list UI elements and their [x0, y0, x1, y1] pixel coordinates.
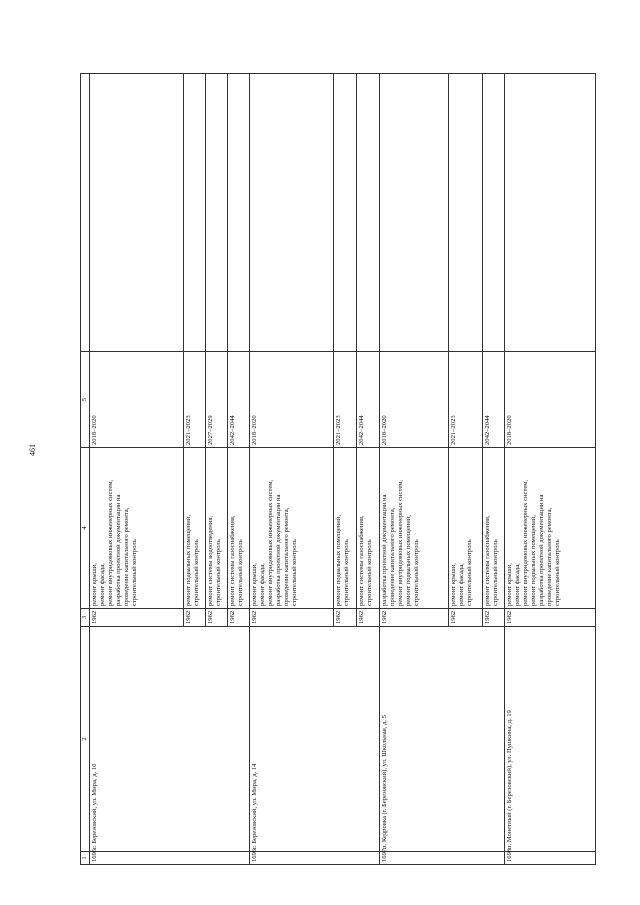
repair-works: разработка проектной документации на проведение капитального ремонта, ремонт внутридомовых инженерных систем, ремонт подвальных помещений, строительный контроль: [380, 448, 449, 609]
column-number-1: 1: [81, 852, 90, 865]
construction-year: 1962: [184, 609, 206, 627]
blank-cell: [228, 74, 250, 352]
repair-period: 2021–2023: [334, 352, 357, 448]
table-body: [81, 74, 596, 865]
column-number-2: 2: [81, 627, 90, 852]
blank-cell: [505, 74, 596, 352]
repair-period: 2042–2044: [357, 352, 380, 448]
blank-column-header: [81, 74, 90, 352]
repair-works: ремонт крыши, ремонт фасада, ремонт внутридомовых инженерных систем, ремонт подвальных помещений, разработка проектной документации на проведение капитального ремонта, строительный контроль: [505, 448, 596, 609]
construction-year: 1962: [505, 609, 596, 627]
repair-works: ремонт подвальных помещений, строительный контроль: [334, 448, 357, 609]
blank-cell: [357, 74, 380, 352]
blank-cell: [483, 74, 505, 352]
table-row: [505, 74, 596, 865]
blank-cell: [90, 74, 184, 352]
blank-cell: [334, 74, 357, 352]
repair-works: ремонт крыши, ремонт фасада, ремонт внутридомовых инженерных систем, разработка проектной документации на проведение капитального ремонта, строительный контроль: [250, 448, 334, 609]
repair-period: 2027–2029: [206, 352, 228, 448]
rotated-table-wrapper: [80, 80, 588, 865]
construction-year: 1962: [206, 609, 228, 627]
repair-works: ремонт крыши, ремонт фасада, строительный контроль: [449, 448, 483, 609]
column-number-5: 5: [81, 352, 90, 448]
building-address: г. Березовский, ул. Мира, д. 14: [250, 627, 380, 852]
repair-period: 2018–2020: [250, 352, 334, 448]
repair-period: 2042–2044: [483, 352, 505, 448]
blank-cell: [380, 74, 449, 352]
repair-period: 2018–2020: [90, 352, 184, 448]
blank-cell: [250, 74, 334, 352]
repair-period: 2042–2044: [228, 352, 250, 448]
record-number: 1695.: [90, 852, 250, 865]
building-address: г. Березовский, ул. Мира, д. 10: [90, 627, 250, 852]
repair-period: 2018–2020: [505, 352, 596, 448]
construction-year: 1962: [228, 609, 250, 627]
table-row: [250, 74, 334, 865]
page-number: 461: [28, 444, 37, 456]
repair-period: 2021–2023: [449, 352, 483, 448]
record-number: 1698.: [505, 852, 596, 865]
record-number: 1696.: [250, 852, 380, 865]
repair-works: ремонт системы газоснабжения, строительный контроль: [483, 448, 505, 609]
record-number: 1697.: [380, 852, 505, 865]
repair-works: ремонт крыши, ремонт фасада, ремонт внутридомовых инженерных систем, разработка проектной документации на проведение капитального ремонта, строительный контроль: [90, 448, 184, 609]
repair-period: 2021–2023: [184, 352, 206, 448]
table-row: [90, 74, 184, 865]
building-address: п. Кедровка (г. Березовский), ул. Школьная, д. 5: [380, 627, 505, 852]
construction-year: 1962: [357, 609, 380, 627]
repair-period: 2018–2020: [380, 352, 449, 448]
construction-year: 1962: [334, 609, 357, 627]
construction-year: 1962: [449, 609, 483, 627]
repair-works: ремонт системы водоотведения, строительный контроль: [206, 448, 228, 609]
construction-year: 1962: [483, 609, 505, 627]
repair-schedule-table: [80, 73, 596, 865]
construction-year: 1962: [250, 609, 334, 627]
construction-year: 1962: [380, 609, 449, 627]
blank-cell: [206, 74, 228, 352]
column-number-3: 3: [81, 609, 90, 627]
repair-works: ремонт системы газоснабжения, строительный контроль: [228, 448, 250, 609]
repair-works: ремонт системы газоснабжения, строительный контроль: [357, 448, 380, 609]
column-number-4: 4: [81, 448, 90, 609]
building-address: п. Монетный (г. Березовский), ул. Пушкина, д. 19: [505, 627, 596, 852]
blank-cell: [449, 74, 483, 352]
repair-works: ремонт подвальных помещений, строительный контроль: [184, 448, 206, 609]
blank-cell: [184, 74, 206, 352]
column-number-row: [81, 74, 90, 865]
construction-year: 1962: [90, 609, 184, 627]
table-row: [380, 74, 449, 865]
